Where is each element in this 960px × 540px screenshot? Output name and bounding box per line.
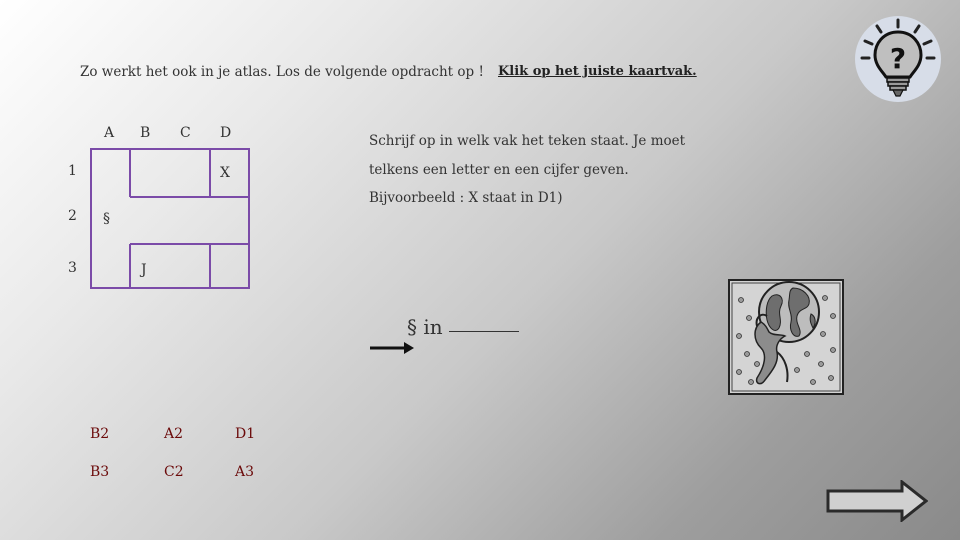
grid-mark-j: J [141, 262, 147, 278]
help-question-mark: ? [889, 42, 907, 75]
instruction-link[interactable]: Klik op het juiste kaartvak. [498, 64, 697, 79]
grid-row-header: 3 [68, 260, 77, 276]
explanation-line-2: telkens een letter en een cijfer geven. [369, 162, 629, 178]
explanation-line-3: Bijvoorbeeld : X staat in D1) [369, 190, 563, 206]
grid-row-header: 2 [68, 208, 77, 224]
pointer-arrow-icon [370, 338, 416, 358]
grid-col-header: D [220, 125, 232, 141]
globe-carrying-figure-icon [727, 278, 845, 396]
answer-option-b2[interactable]: B2 [90, 426, 110, 442]
answer-option-a2[interactable]: A2 [164, 426, 184, 442]
grid-col-header: A [104, 125, 115, 141]
explanation-line-1: Schrijf op in welk vak het teken staat. Je moet [369, 133, 686, 149]
grid-col-header: B [140, 125, 151, 141]
next-button[interactable] [826, 480, 928, 522]
grid-col-header: C [180, 125, 191, 141]
question-text: § in [407, 315, 443, 339]
intro-text: Zo werkt het ook in je atlas. Los de volgende opdracht op ! [80, 64, 484, 80]
grid-row-header: 1 [68, 163, 77, 179]
grid-mark-x: X [220, 165, 230, 181]
question-bulb-icon [855, 16, 941, 102]
arrow-right-icon [826, 480, 928, 522]
atlas-illustration [727, 278, 845, 396]
answer-blank [449, 331, 519, 332]
answer-option-c2[interactable]: C2 [164, 464, 184, 480]
answer-option-a3[interactable]: A3 [235, 464, 255, 480]
help-button[interactable] [855, 16, 941, 102]
grid-mark-section: § [103, 211, 110, 227]
answer-option-b3[interactable]: B3 [90, 464, 110, 480]
answer-option-d1[interactable]: D1 [235, 426, 256, 442]
question-prompt [407, 315, 519, 339]
